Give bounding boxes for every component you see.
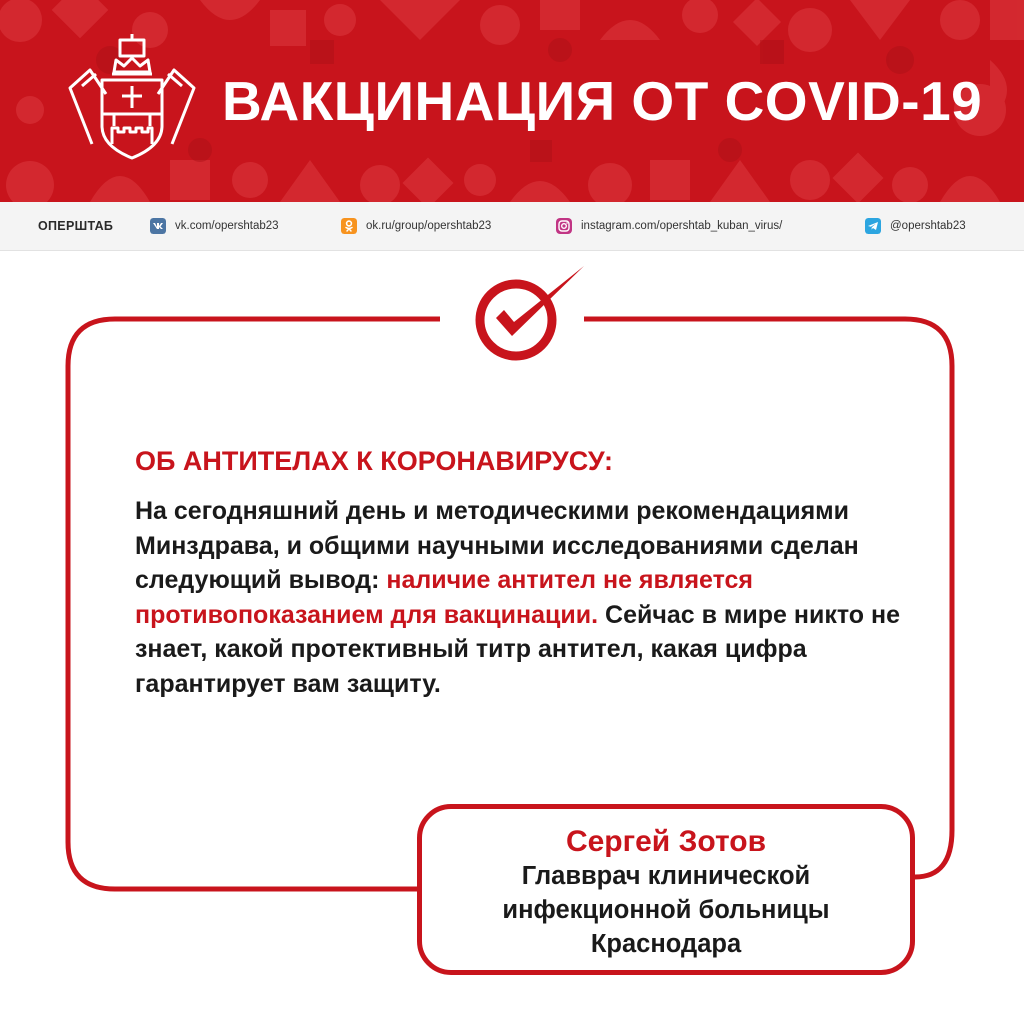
body-text-end: Сейчас в мире никто не знает, какой протективный титр антител, какая цифра гарантирует вам защиту. (135, 600, 901, 698)
author-card (417, 804, 915, 975)
section-heading: ОБ АНТИТЕЛАХ К КОРОНАВИРУСУ: (135, 446, 613, 476)
author-role-line-3: Краснодара (590, 930, 742, 958)
social-link-text: instagram.com/opershtab_kuban_virus/ (581, 220, 783, 232)
author-role-line-1: Главврач клинической (521, 862, 811, 890)
body-text-highlight: наличие антител не является противопоказанием для вакцинации. (135, 566, 754, 629)
body-text-start: На сегодняшний день и методическими рекомендациями Минздрава, и общими научными исследованиями сделан следующий вывод: (135, 497, 859, 594)
author-name: Сергей Зотов (565, 825, 767, 858)
social-link-text: vk.com/opershtab23 (175, 220, 279, 232)
body-paragraph (135, 494, 915, 701)
page-title: ВАКЦИНАЦИЯ ОТ COVID-19 (222, 70, 983, 132)
social-link-text: ok.ru/group/opershtab23 (366, 220, 492, 232)
brand-label: ОПЕРШТАБ (38, 219, 114, 233)
author-role-line-2: инфекционной больницы (502, 896, 830, 924)
checkmark-icon (470, 262, 590, 362)
social-link-text: @opershtab23 (890, 220, 966, 232)
